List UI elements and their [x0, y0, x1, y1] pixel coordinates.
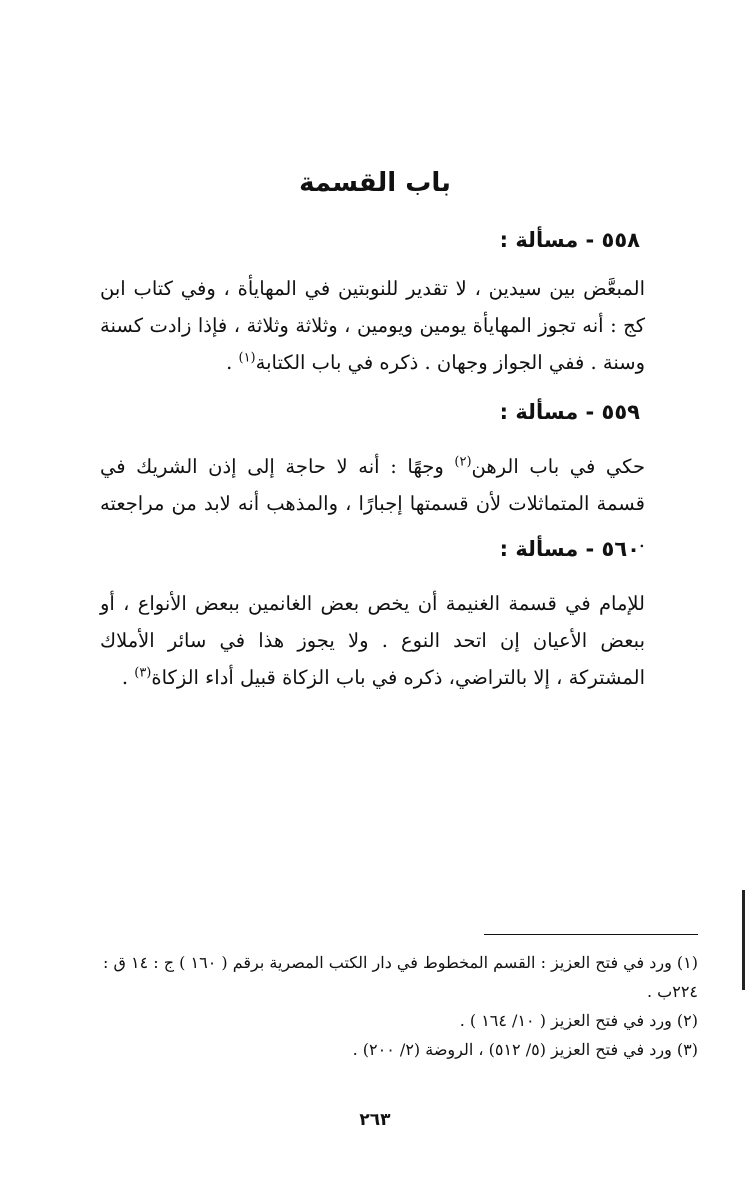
- issue-text-558: [100, 270, 645, 381]
- paragraph-text-end: .: [121, 666, 135, 689]
- footnote-ref-2[interactable]: (٢): [454, 454, 472, 470]
- paragraph-text: حكي في باب الرهن: [471, 455, 646, 478]
- paragraph-text-end: وجهًا : أنه لا حاجة إلى إذن الشريك في قسمة المتماثلات لأن قسمتها إجبارًا ، والمذهب أنه لابد من مراجعته .: [100, 455, 645, 552]
- issue-heading-558: ٥٥٨ - مسألة :: [499, 228, 640, 252]
- issue-text-560: [100, 585, 645, 696]
- paragraph-text: المبعَّض بين سيدين ، لا تقدير للنوبتين في المهايأة ، وفي كتاب ابن كج : أنه تجوز المهايأة يومين ويومين ، وثلاثة وثلاثة ، فإذا زادت كسنة وسنة . ففي الجواز وجهان . ذكره في باب الكتابة: [100, 277, 645, 374]
- issue-heading-559: ٥٥٩ - مسألة :: [499, 400, 640, 424]
- paragraph: [100, 585, 645, 696]
- footnotes: [98, 948, 698, 1064]
- footnote-ref-1[interactable]: (١): [238, 350, 256, 366]
- footnote-3: (٣) ورد في فتح العزيز (٥/ ٥١٢) ، الروضة (٢/ ٢٠٠) .: [352, 1040, 698, 1059]
- page-number: ٢٦٣: [359, 1110, 391, 1130]
- footnote-ref-3[interactable]: (٣): [134, 665, 152, 681]
- paragraph-text: للإمام في قسمة الغنيمة أن يخص بعض الغانمين ببعض الأنواع ، أو ببعض الأعيان إن اتحد النوع . ولا يجوز هذا في سائر الأملاك المشتركة ، إلا بالتراضي، ذكره في باب الزكاة قبيل أداء الزكاة: [100, 592, 645, 689]
- scan-margin-mark: [742, 890, 745, 990]
- issue-heading-560: ٥٦٠ - مسألة :: [499, 537, 640, 561]
- footnote-divider: [484, 934, 698, 935]
- chapter-title: باب القسمة: [299, 168, 451, 198]
- footnote-2: (٢) ورد في فتح العزيز ( ١٠/ ١٦٤ ) .: [459, 1011, 698, 1030]
- footnote-1: (١) ورد في فتح العزيز : القسم المخطوط في دار الكتب المصرية برقم ( ١٦٠ ) ج : ١٤ ق : ٢٢٤ب .: [103, 953, 698, 1001]
- paragraph-text-end: .: [226, 351, 239, 374]
- paragraph: [100, 270, 645, 381]
